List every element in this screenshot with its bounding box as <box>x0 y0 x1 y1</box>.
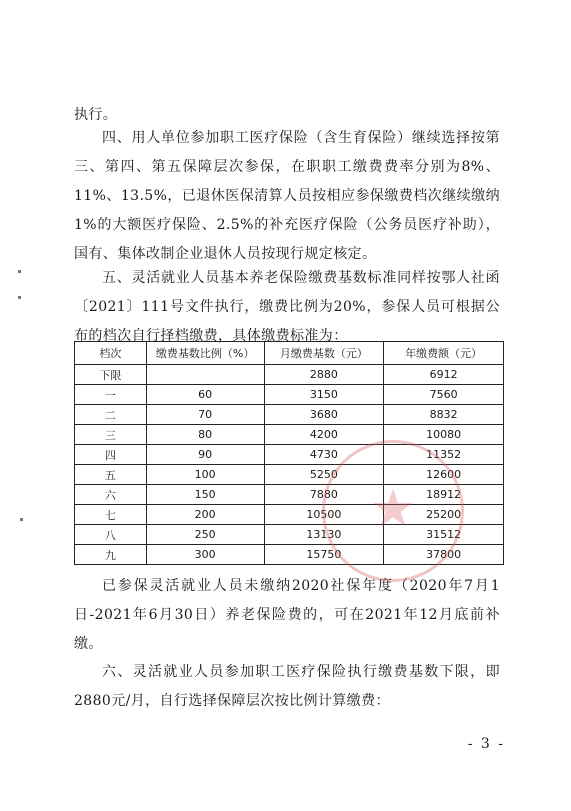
cell-annual-amount: 7560 <box>384 385 504 405</box>
cell-ratio: 90 <box>146 445 264 465</box>
paragraph-continuation: 执行。 <box>74 107 118 123</box>
cell-tier: 五 <box>75 465 147 485</box>
header-monthly-base: 月缴费基数（元） <box>264 342 384 365</box>
cell-tier: 八 <box>75 525 147 545</box>
cell-tier: 六 <box>75 485 147 505</box>
cell-annual-amount: 18912 <box>384 485 504 505</box>
table-body <box>75 365 504 565</box>
cell-monthly-base: 3680 <box>264 405 384 425</box>
table-row <box>75 485 504 505</box>
cell-tier: 七 <box>75 505 147 525</box>
cell-tier: 四 <box>75 445 147 465</box>
cell-monthly-base: 2880 <box>264 365 384 385</box>
header-ratio: 缴费基数比例（%） <box>146 342 264 365</box>
paragraph-back-payment <box>74 572 500 659</box>
back-payment-text: 已参保灵活就业人员未缴纳2020社保年度（2020年7月1日-2021年6月30日）养老保险费的，可在2021年12月底前补缴。 <box>74 578 500 652</box>
cell-monthly-base: 5250 <box>264 465 384 485</box>
cell-monthly-base: 4730 <box>264 445 384 465</box>
cell-annual-amount: 10080 <box>384 425 504 445</box>
cell-ratio <box>146 365 264 385</box>
cell-monthly-base: 7880 <box>264 485 384 505</box>
table-header-row <box>75 342 504 365</box>
cell-annual-amount: 8832 <box>384 405 504 425</box>
cell-monthly-base: 15750 <box>264 545 384 565</box>
cell-ratio: 60 <box>146 385 264 405</box>
scan-mark <box>20 518 23 521</box>
cell-annual-amount: 31512 <box>384 525 504 545</box>
table-row <box>75 385 504 405</box>
cell-tier: 三 <box>75 425 147 445</box>
table-row <box>75 405 504 425</box>
seal-star-icon: ★ <box>369 479 417 539</box>
table-row <box>75 425 504 445</box>
cell-ratio: 150 <box>146 485 264 505</box>
scan-mark <box>18 296 21 299</box>
header-annual-amount: 年缴费额（元） <box>384 342 504 365</box>
table-row <box>75 465 504 485</box>
cell-monthly-base: 3150 <box>264 385 384 405</box>
paragraph-section-4: 四、用人单位参加职工医疗保险（含生育保险）继续选择按第三、第四、第五保障层次参保，在职职工缴费费率分别为8%、11%、13.5%，已退休医保清算人员按相应参保缴费档次继续缴纳1%的大额医疗保险、2.5%的补充医疗保险（公务员医疗补助），国有、集体改制企业退休人员按现行规定核定。 <box>74 130 500 262</box>
table-row <box>75 505 504 525</box>
cell-annual-amount: 6912 <box>384 365 504 385</box>
scan-mark <box>18 270 21 273</box>
cell-annual-amount: 12600 <box>384 465 504 485</box>
table-row <box>75 365 504 385</box>
cell-monthly-base: 13130 <box>264 525 384 545</box>
cell-monthly-base: 10500 <box>264 505 384 525</box>
cell-ratio: 200 <box>146 505 264 525</box>
paragraph-section-6: 六、灵活就业人员参加职工医疗保险执行缴费基数下限，即2880元/月，自行选择保障层次按比例计算缴费： <box>74 664 500 709</box>
cell-annual-amount: 25200 <box>384 505 504 525</box>
cell-ratio: 250 <box>146 525 264 545</box>
cell-ratio: 300 <box>146 545 264 565</box>
cell-tier: 二 <box>75 405 147 425</box>
cell-monthly-base: 4200 <box>264 425 384 445</box>
cell-ratio: 70 <box>146 405 264 425</box>
cell-tier: 下限 <box>75 365 147 385</box>
table-row <box>75 445 504 465</box>
cell-ratio: 100 <box>146 465 264 485</box>
table-row <box>75 525 504 545</box>
cell-annual-amount: 11352 <box>384 445 504 465</box>
contribution-table <box>74 341 504 565</box>
paragraph-section-5: 五、灵活就业人员基本养老保险缴费基数标准同样按鄂人社函〔2021〕111号文件执行，缴费比例为20%，参保人员可根据公布的档次自行择档缴费，具体缴费标准为： <box>74 270 500 344</box>
table-row <box>75 545 504 565</box>
cell-ratio: 80 <box>146 425 264 445</box>
cell-tier: 九 <box>75 545 147 565</box>
cell-annual-amount: 37800 <box>384 545 504 565</box>
header-tier: 档次 <box>75 342 147 365</box>
cell-tier: 一 <box>75 385 147 405</box>
page-number: - 3 - <box>467 736 505 752</box>
